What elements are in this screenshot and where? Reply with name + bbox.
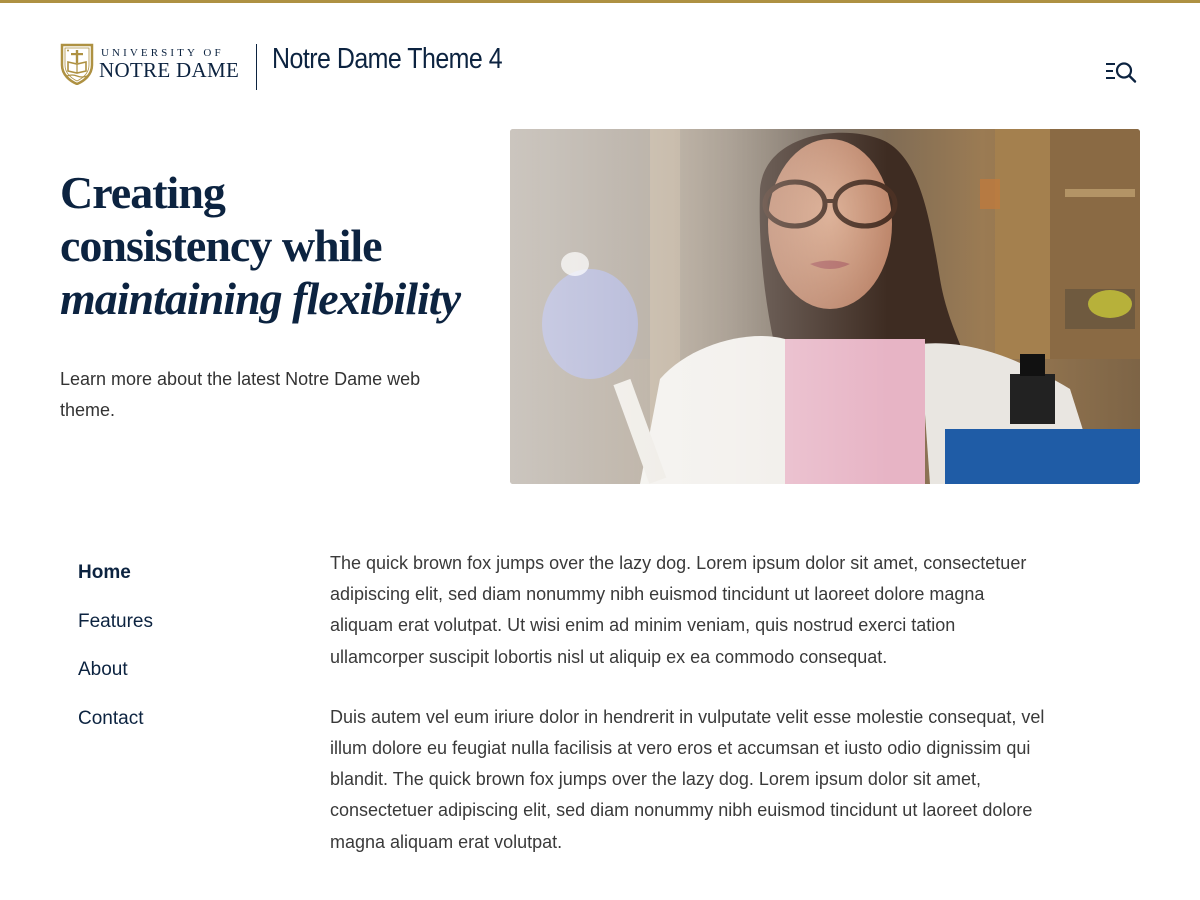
- main-content: [330, 548, 1050, 887]
- hero-heading-line1: Creating: [60, 167, 225, 218]
- wordmark-line2: NOTRE DAME: [99, 57, 240, 82]
- university-wordmark: [99, 48, 239, 81]
- hero-subtext: Learn more about the latest Notre Dame web theme.: [60, 369, 421, 420]
- sidebar-item-home[interactable]: Home: [78, 562, 131, 583]
- wordmark-line1: UNIVERSITY OF: [101, 46, 224, 59]
- nd-shield-icon: [60, 43, 94, 85]
- hero-heading: [60, 166, 480, 325]
- lab-researcher-photo: [510, 129, 1140, 484]
- menu-search-icon: [1104, 60, 1138, 84]
- hero-heading-line2: consistency while: [60, 220, 382, 271]
- hero-image: [510, 129, 1140, 484]
- hero-heading-line3: maintaining flexibility: [60, 273, 460, 324]
- sidebar-nav: [78, 560, 278, 754]
- site-header: [0, 3, 1200, 103]
- brand-divider: [256, 44, 257, 90]
- content-paragraph-2: Duis autem vel eum iriure dolor in hendrerit in vulputate velit esse molestie consequat, vel illum dolore eu feugiat nulla facilisis at vero eros et accumsan et iusto odio dignissim qui blandit. The quick brown fox jumps over the lazy dog. Lorem ipsum dolor sit amet, consectetuer adipiscing elit, sed diam nonummy nibh euismod tincidunt ut laoreet dolore magna aliquam erat volutpat.: [330, 706, 1045, 852]
- site-title-link[interactable]: Notre Dame Theme 4: [272, 43, 503, 75]
- university-logo-link[interactable]: [60, 43, 239, 85]
- content-paragraph-1: The quick brown fox jumps over the lazy dog. Lorem ipsum dolor sit amet, consectetuer adipiscing elit, sed diam nonummy nibh euismod tincidunt ut laoreet dolore magna aliquam erat volutpat. Ut wisi enim ad minim veniam, quis nostrud exerci tation ullamcorper suscipit lobortis nisl ut aliquip ex ea commodo consequat.: [330, 553, 1027, 667]
- menu-search-button[interactable]: [1104, 60, 1138, 84]
- sidebar-item-contact[interactable]: Contact: [78, 707, 144, 729]
- sidebar-item-features[interactable]: Features: [78, 610, 153, 632]
- sidebar-item-about[interactable]: About: [78, 659, 128, 680]
